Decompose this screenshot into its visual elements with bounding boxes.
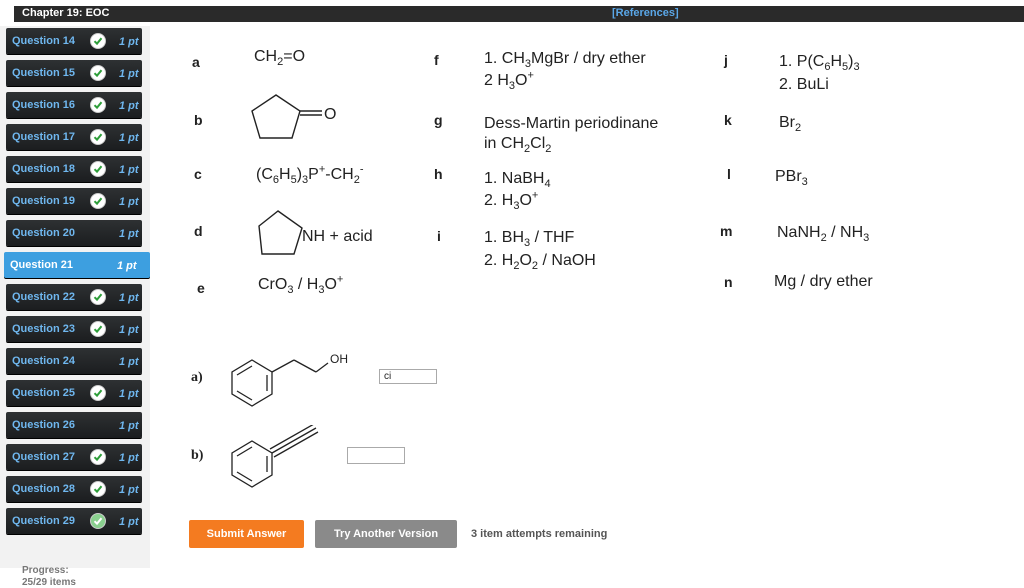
question-label: Question 20: [12, 227, 75, 239]
question-label: Question 25: [12, 387, 75, 399]
chapter-title: Chapter 19: EOC: [22, 7, 110, 19]
reagent-letter-a: a: [192, 54, 200, 70]
problem-b-label: b): [191, 448, 204, 463]
title-bar: [14, 6, 1024, 22]
checkmark-icon: [90, 321, 106, 337]
checkmark-icon: [90, 161, 106, 177]
reagent-letter-b: b: [194, 112, 203, 128]
question-label: Question 23: [12, 323, 75, 335]
reagent-i-line2: 2. $H_2O_2$ / NaOH: [484, 252, 596, 273]
checkmark-icon: [90, 289, 106, 305]
attempts-remaining: 3 item attempts remaining: [471, 528, 608, 540]
phenylacetylene-structure: [228, 425, 328, 495]
question-points: 1 pt: [119, 228, 139, 240]
reagent-j-line2: 2. BuLi: [779, 76, 829, 93]
question-label: Question 22: [12, 291, 75, 303]
sidebar-question-item[interactable]: [6, 124, 142, 150]
sidebar-question-item[interactable]: [6, 380, 142, 406]
reagent-letter-e: e: [197, 280, 205, 296]
checkmark-icon: [90, 449, 106, 465]
question-points: 1 pt: [119, 196, 139, 208]
carbonyl-oxygen-label: O: [324, 106, 337, 123]
sidebar-question-item[interactable]: [6, 348, 142, 374]
reagent-letter-k: k: [724, 112, 732, 128]
answer-input-a[interactable]: [379, 369, 437, 384]
progress-count: 25/29 items: [22, 577, 76, 588]
hydroxyl-label: OH: [330, 352, 348, 366]
sidebar-question-item[interactable]: [6, 28, 142, 54]
question-sidebar: [0, 26, 150, 588]
reagent-f-line1: 1. $CH_3MgBr$ / dry ether: [484, 50, 646, 71]
sidebar-question-item[interactable]: [6, 92, 142, 118]
sidebar-question-item[interactable]: [6, 476, 142, 502]
reagent-e: $CrO_3 / H_3O^+$: [258, 273, 344, 297]
reagent-letter-f: f: [434, 52, 439, 68]
reagent-c: $(C_6H_5)_3P^+-CH_2^-$: [256, 163, 364, 187]
question-points: 1 pt: [119, 452, 139, 464]
reagent-letter-n: n: [724, 274, 733, 290]
question-points: 1 pt: [119, 356, 139, 368]
question-points: 1 pt: [119, 36, 139, 48]
reagent-g-line2: in $CH_2Cl_2$: [484, 135, 552, 156]
sidebar-question-item[interactable]: [6, 508, 142, 534]
question-label: Question 15: [12, 67, 75, 79]
try-another-version-button[interactable]: Try Another Version: [315, 520, 457, 548]
question-points: 1 pt: [119, 68, 139, 80]
reagent-letter-g: g: [434, 112, 443, 128]
question-points: 1 pt: [119, 100, 139, 112]
question-points: 1 pt: [119, 132, 139, 144]
question-label: Question 27: [12, 451, 75, 463]
sidebar-question-item[interactable]: [6, 220, 142, 246]
reagent-letter-j: j: [724, 52, 728, 68]
reagent-j-line1: 1. $P(C_6H_5)_3$: [779, 53, 860, 74]
sidebar-question-item[interactable]: [6, 284, 142, 310]
question-points: 1 pt: [119, 516, 139, 528]
question-label: Question 28: [12, 483, 75, 495]
question-label: Question 16: [12, 99, 75, 111]
phenylethanol-structure: [228, 348, 358, 408]
checkmark-icon: [90, 65, 106, 81]
reagent-letter-i: i: [437, 228, 441, 244]
top-bar: [0, 0, 1024, 26]
reagent-i-line1: 1. $BH_3$ / THF: [484, 229, 575, 250]
reagent-d-text: NH + acid: [302, 228, 373, 245]
question-points: 1 pt: [119, 164, 139, 176]
checkmark-icon: [90, 129, 106, 145]
question-label: Question 24: [12, 355, 75, 367]
question-label: Question 21: [10, 259, 73, 271]
question-label: Question 14: [12, 35, 75, 47]
question-points: 1 pt: [119, 484, 139, 496]
reagent-letter-c: c: [194, 166, 202, 182]
reagent-g-line1: Dess-Martin periodinane: [484, 115, 659, 132]
checkmark-icon: [90, 33, 106, 49]
checkmark-icon: [90, 193, 106, 209]
progress-label: Progress:: [22, 565, 69, 576]
reagent-letter-h: h: [434, 166, 443, 182]
question-points: 1 pt: [119, 324, 139, 336]
cyclopentanone-structure: [248, 92, 358, 150]
sidebar-question-item[interactable]: [6, 156, 142, 182]
problem-a-label: a): [191, 370, 203, 385]
sidebar-question-item[interactable]: [4, 252, 150, 278]
reagent-h-line2: 2. $H_3O^+$: [484, 189, 539, 213]
question-points: 1 pt: [119, 292, 139, 304]
question-points: 1 pt: [119, 388, 139, 400]
question-points: 1 pt: [119, 420, 139, 432]
checkmark-icon: [90, 97, 106, 113]
checkmark-icon: [90, 481, 106, 497]
reagent-m: NaNH$_2$ / $NH_3$: [777, 224, 870, 245]
question-label: Question 18: [12, 163, 75, 175]
reagent-a: $CH_2=O$: [254, 48, 306, 69]
question-label: Question 26: [12, 419, 75, 431]
pyrrolidine-structure: [256, 208, 306, 260]
sidebar-question-item[interactable]: [6, 60, 142, 86]
reagent-letter-m: m: [720, 223, 733, 239]
reagent-l: PBr$_3$: [775, 168, 808, 189]
sidebar-question-item[interactable]: [6, 316, 142, 342]
reagent-n: Mg / dry ether: [774, 273, 873, 290]
reagent-h-line1: 1. NaBH$_4$: [484, 170, 551, 191]
question-label: Question 29: [12, 515, 75, 527]
sidebar-question-item[interactable]: [6, 444, 142, 470]
submit-answer-button[interactable]: Submit Answer: [189, 520, 304, 548]
checkmark-icon: [90, 513, 106, 529]
checkmark-icon: [90, 385, 106, 401]
question-points: 1 pt: [117, 260, 137, 272]
reagent-f-line2: 2 $H_3O^+$: [484, 69, 534, 93]
references-link[interactable]: [References]: [612, 7, 679, 19]
sidebar-question-item[interactable]: [6, 412, 142, 438]
reagent-k: $Br_2$: [779, 114, 802, 135]
question-label: Question 17: [12, 131, 75, 143]
reagent-letter-d: d: [194, 223, 203, 239]
question-label: Question 19: [12, 195, 75, 207]
reagent-letter-l: l: [727, 166, 731, 182]
sidebar-question-item[interactable]: [6, 188, 142, 214]
answer-input-b[interactable]: [347, 447, 405, 464]
